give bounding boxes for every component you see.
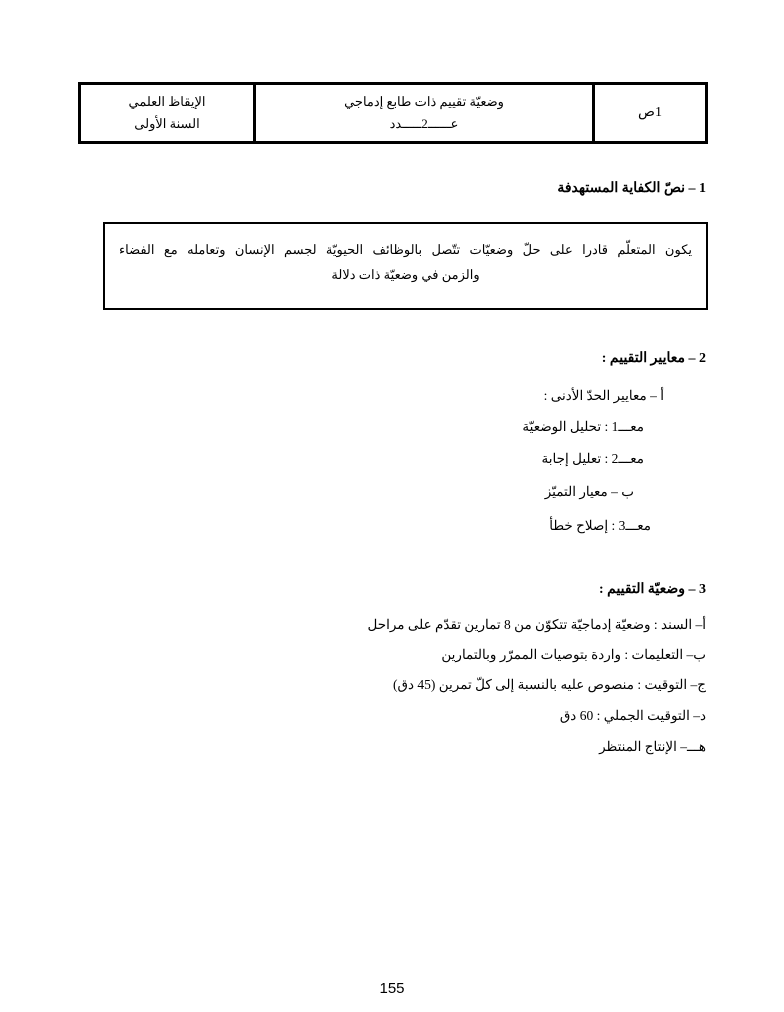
header-subject-name: الإيقاظ العلمي [128, 93, 206, 109]
section3-item-2: ج– التوقيت : منصوص عليه بالنسبة إلى كلّ تمرين (45 دق) [392, 677, 706, 692]
section3-item-3: د– التوقيت الجملي : 60 دق [559, 708, 706, 723]
section2-item-4: معـــ3 : إصلاح خطأ [549, 518, 651, 533]
section2-item-2: معـــ2 : تعليل إجابة [541, 451, 644, 466]
section2-item-0: أ – معايير الحدّ الأدنى : [543, 388, 664, 403]
header-assessment-type: وضعيّة تقييم ذات طابع إدماجي [344, 93, 504, 109]
header-cell-title [253, 85, 592, 141]
section3-item-1: ب– التعليمات : واردة بتوصيات الممرّر وبالتمارين [441, 647, 706, 662]
competency-text-line2: والزمن في وضعيّة ذات دلالة [331, 266, 480, 282]
section3-title: 3 – وضعيّة التقييم : [598, 582, 706, 597]
section2-item-1: معـــ1 : تحليل الوضعيّة [522, 419, 644, 434]
header-assessment-number: عــــــ2ـــــدد [389, 115, 459, 131]
header-cell-subject [81, 85, 253, 141]
page-indicator-label: ص [638, 104, 655, 120]
competency-text-line1: يكون المتعلّم قادرا على حلّ وضعيّات تتّصل بالوظائف الحيويّة لجسم الإنسان وتعامله مع الفضاء [119, 242, 692, 257]
page-indicator [638, 103, 662, 123]
header-cell-page [592, 85, 705, 141]
section1-title: 1 – نصّ الكفاية المستهدفة [557, 181, 706, 196]
page-number: 155 [379, 980, 405, 997]
section3-item-4: هـــ– الإنتاج المنتظر [599, 739, 706, 754]
header-school-year: السنة الأولى [134, 115, 200, 131]
header-table [78, 82, 708, 144]
section1-competency-box [103, 222, 708, 310]
page-indicator-number: 1 [654, 104, 662, 120]
section2-title: 2 – معايير التقييم : [601, 351, 706, 366]
section3-item-0: أ– السند : وضعيّة إدماجيّة تتكوّن من 8 تمارين تقدّم على مراحل [367, 617, 706, 632]
section2-item-3: ب – معيار التميّز [544, 484, 634, 499]
